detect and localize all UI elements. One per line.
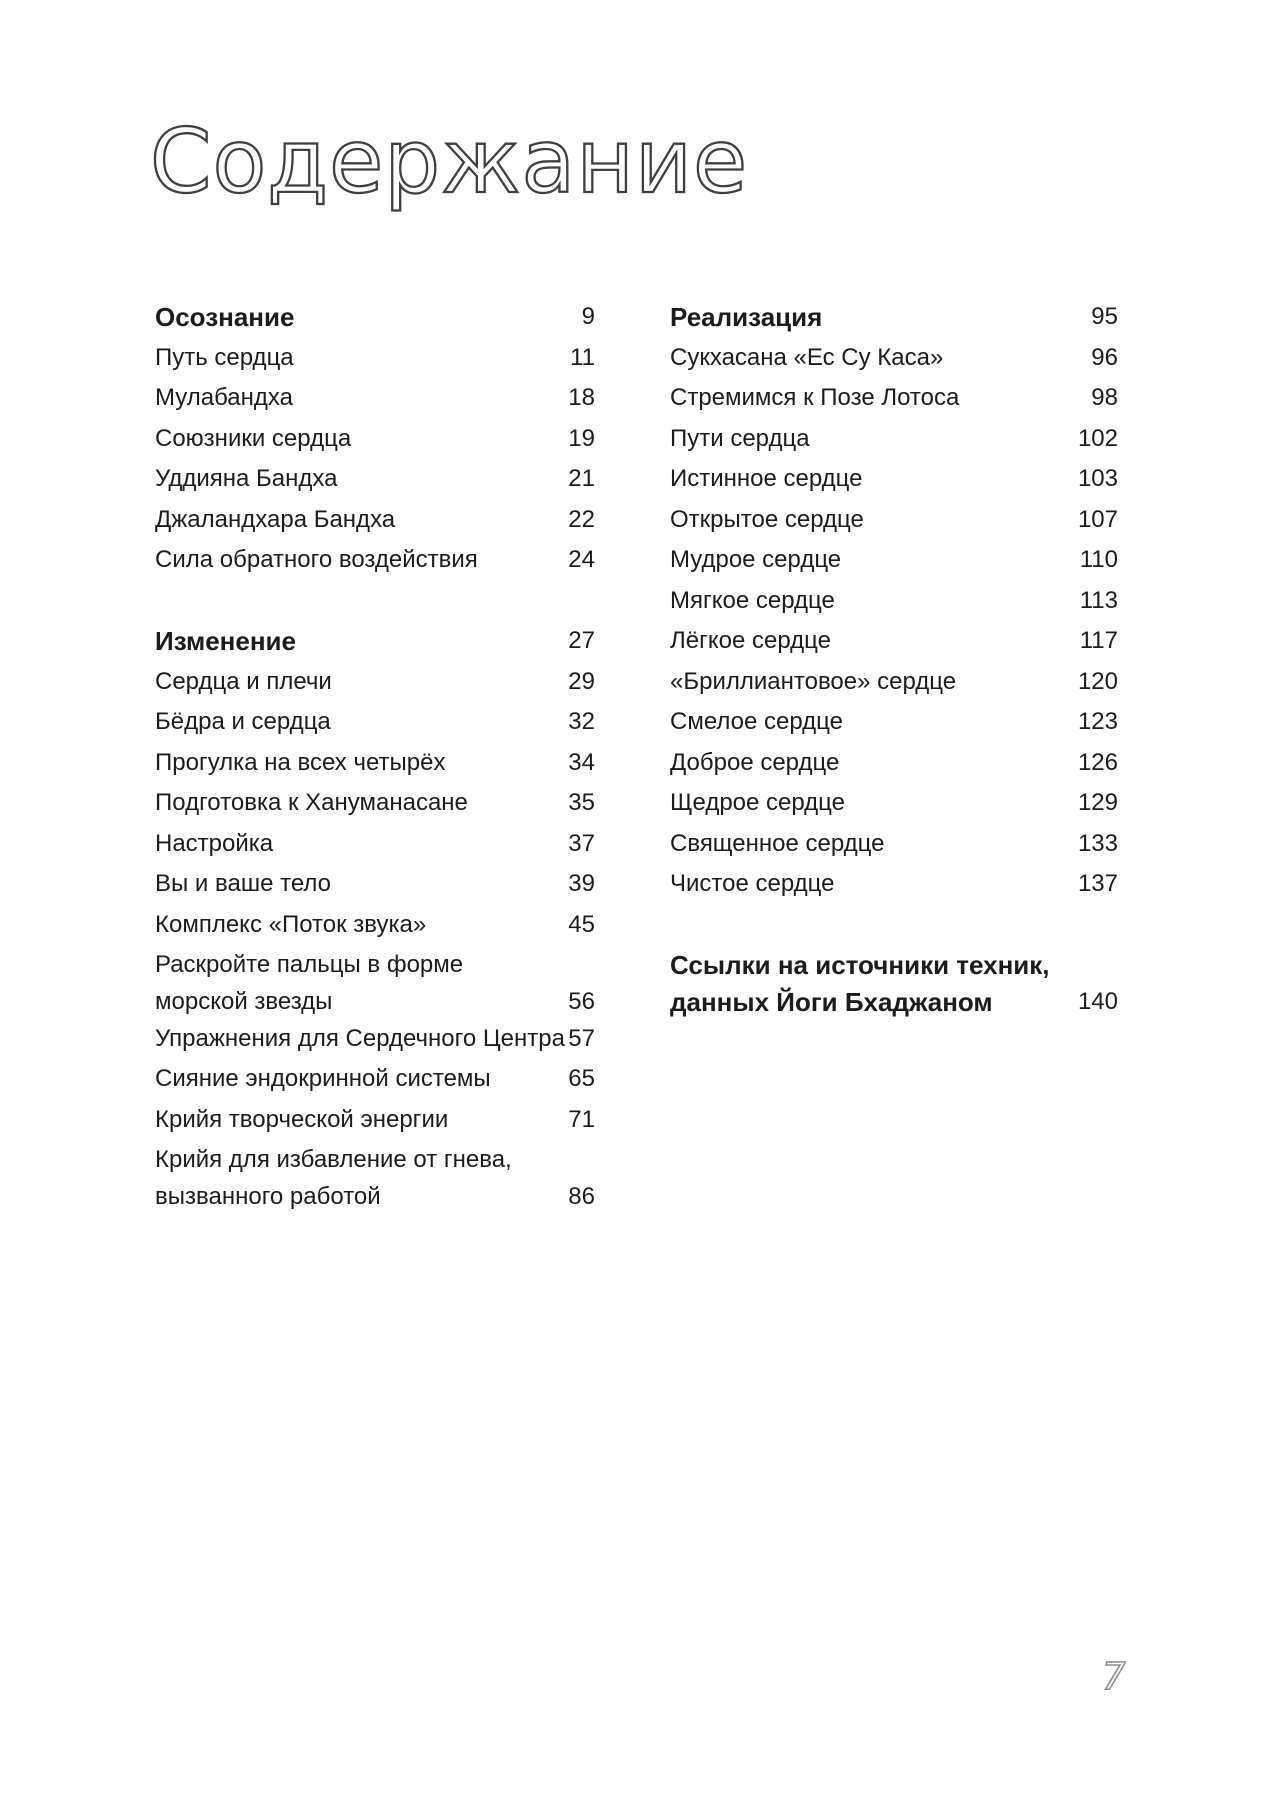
toc-gap [155, 581, 595, 622]
toc-entry-page: 56 [568, 988, 595, 1015]
toc-row [155, 864, 595, 905]
toc-entry-page: 120 [1077, 667, 1118, 695]
toc-row [155, 540, 595, 581]
toc-entry-label: Путь сердца [155, 343, 294, 371]
toc-row [155, 783, 595, 824]
toc-entry-label: Реализация [670, 301, 823, 332]
toc-entry-label: Упражнения для Сердечного Центра [155, 1024, 565, 1052]
toc-entry-page: 18 [568, 384, 595, 412]
toc-entry-page: 95 [1091, 303, 1118, 331]
toc-entry-label: Джаландхара Бандха [155, 505, 396, 533]
toc-row [670, 378, 1118, 419]
toc-row [670, 581, 1118, 622]
toc-row [155, 297, 595, 338]
toc-entry-label: Крийя для избавление от гнева, [155, 1146, 512, 1174]
toc-row [155, 905, 595, 946]
toc-entry-label: Священное сердце [670, 829, 885, 857]
toc-row [155, 824, 595, 865]
toc-entry-page: 29 [568, 667, 595, 695]
toc-row [155, 1100, 595, 1141]
toc-entry-label: Раскройте пальцы в форме [155, 951, 464, 979]
toc-row [670, 621, 1118, 662]
toc-row [155, 1019, 595, 1060]
toc-row [155, 459, 595, 500]
toc-entry-label: Лёгкое сердце [670, 627, 831, 655]
page-number: 7 [1102, 1655, 1126, 1698]
toc-entry-page: 129 [1077, 789, 1118, 817]
toc-entry-label: Доброе сердце [670, 748, 840, 776]
toc-entry-page: 37 [568, 829, 595, 857]
toc-entry-label: Бёдра и сердца [155, 708, 331, 736]
toc-entry-label: Ссылки на источники техник, [670, 949, 1050, 980]
toc-entry-page: 9 [581, 303, 595, 331]
toc-entry-page: 19 [568, 424, 595, 452]
toc-entry-page: 86 [568, 1183, 595, 1210]
toc-row [155, 378, 595, 419]
toc-row [670, 783, 1118, 824]
toc-row [670, 662, 1118, 703]
toc-column-right [670, 297, 1118, 1019]
toc-entry-page: 98 [1091, 384, 1118, 412]
toc-entry-page: 27 [568, 627, 595, 655]
toc-row [670, 500, 1118, 541]
toc-row [155, 1140, 595, 1181]
toc-row [670, 864, 1118, 905]
toc-entry-label: Чистое сердце [670, 870, 835, 898]
toc-entry-label: Стремимся к Позе Лотоса [670, 384, 960, 412]
toc-entry-label: Открытое сердце [670, 505, 864, 533]
toc-gap [670, 905, 1118, 946]
toc-entry-label: Осознание [155, 301, 295, 332]
toc-row [670, 338, 1118, 379]
toc-entry-label: Изменение [155, 625, 296, 656]
toc-entry-page: 110 [1079, 546, 1118, 574]
toc-entry-label: Вы и ваше тело [155, 870, 331, 898]
toc-entry-page: 11 [570, 343, 595, 371]
toc-entry-page: 107 [1077, 505, 1118, 533]
toc-entry-page: 133 [1077, 829, 1118, 857]
toc-row [670, 297, 1118, 338]
toc-entry-page: 24 [568, 546, 595, 574]
toc-entry-page: 22 [568, 505, 595, 533]
toc-row [670, 540, 1118, 581]
toc-entry-label: Мудрое сердце [670, 546, 842, 574]
toc-entry-label: морской звезды [155, 988, 333, 1015]
toc-entry-page: 102 [1077, 424, 1118, 452]
toc-entry-page: 103 [1077, 465, 1118, 493]
toc-row [670, 824, 1118, 865]
toc-entry-page: 57 [568, 1024, 595, 1052]
toc-entry-page: 21 [568, 465, 595, 493]
toc-entry-label: вызванного работой [155, 1183, 381, 1210]
toc-row [155, 945, 595, 986]
toc-entry-label: Комплекс «Поток звука» [155, 910, 427, 938]
toc-row [155, 621, 595, 662]
toc-entry-page: 113 [1079, 586, 1118, 614]
toc-entry-label: Пути сердца [670, 424, 810, 452]
toc-entry-page: 137 [1077, 870, 1118, 898]
toc-entry-page: 32 [568, 708, 595, 736]
toc-entry-label: Крийя творческой энергии [155, 1105, 449, 1133]
toc-row [155, 986, 595, 1019]
toc-entry-label: Сукхасана «Ес Су Каса» [670, 343, 944, 371]
toc-row [155, 743, 595, 784]
toc-column-left [155, 297, 595, 1214]
toc-row [670, 459, 1118, 500]
toc-row [155, 500, 595, 541]
toc-entry-label: Щедрое сердце [670, 789, 846, 817]
toc-row [670, 419, 1118, 460]
toc-row [670, 702, 1118, 743]
toc-entry-page: 117 [1079, 627, 1118, 655]
toc-entry-page: 140 [1077, 988, 1118, 1015]
toc-entry-label: Сияние эндокринной системы [155, 1065, 491, 1093]
toc-entry-page: 35 [568, 789, 595, 817]
toc-entry-page: 71 [568, 1105, 595, 1133]
toc-entry-label: Уддияна Бандха [155, 465, 338, 493]
page-title: Содержание [150, 110, 749, 213]
toc-row [155, 702, 595, 743]
toc-row [155, 1181, 595, 1214]
toc-entry-label: Союзники сердца [155, 424, 352, 452]
toc-entry-label: Настройка [155, 829, 274, 857]
toc-entry-label: Сердца и плечи [155, 667, 332, 695]
toc-entry-label: Сила обратного воздействия [155, 546, 478, 574]
toc-entry-page: 96 [1091, 343, 1118, 371]
toc-entry-label: данных Йоги Бхаджаном [670, 986, 993, 1017]
toc-row [670, 945, 1118, 986]
toc-row [670, 986, 1118, 1019]
toc-row [155, 662, 595, 703]
toc-row [155, 338, 595, 379]
toc-row [155, 419, 595, 460]
toc-entry-label: Мулабандха [155, 384, 293, 412]
toc-entry-page: 65 [568, 1065, 595, 1093]
toc-entry-page: 34 [568, 748, 595, 776]
toc-entry-label: «Бриллиантовое» сердце [670, 667, 957, 695]
toc-row [155, 1059, 595, 1100]
toc-entry-label: Смелое сердце [670, 708, 843, 736]
toc-entry-page: 45 [568, 910, 595, 938]
toc-entry-label: Мягкое сердце [670, 586, 835, 614]
toc-row [670, 743, 1118, 784]
toc-entry-label: Истинное сердце [670, 465, 863, 493]
toc-entry-page: 123 [1077, 708, 1118, 736]
toc-entry-page: 39 [568, 870, 595, 898]
toc-entry-label: Прогулка на всех четырёх [155, 748, 446, 776]
toc-entry-page: 126 [1077, 748, 1118, 776]
toc-entry-label: Подготовка к Хануманасане [155, 789, 468, 817]
